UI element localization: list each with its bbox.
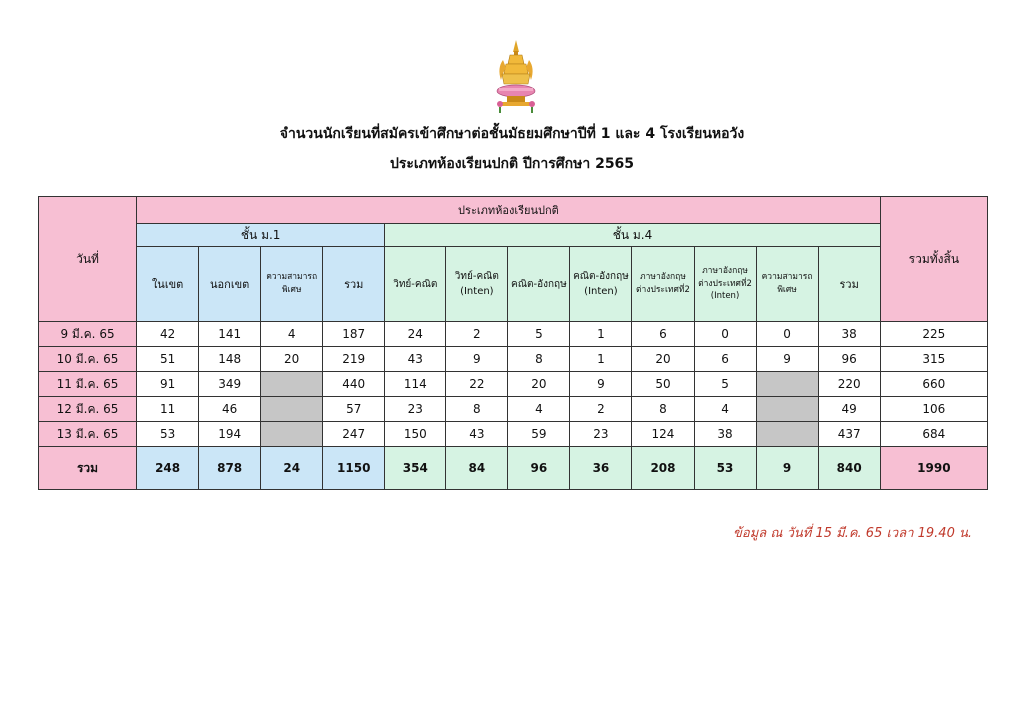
table-row xyxy=(39,347,988,372)
table-cell: 219 xyxy=(323,347,385,372)
m4-header: ชั้น ม.4 xyxy=(385,224,880,247)
table-cell: 38 xyxy=(694,422,756,447)
table-row xyxy=(39,422,988,447)
table-cell: 114 xyxy=(385,372,446,397)
table-row xyxy=(39,322,988,347)
table-cell: 124 xyxy=(632,422,694,447)
col-m4-sci-math-inten: วิทย์-คณิต (Inten) xyxy=(446,247,508,322)
total-cell: 878 xyxy=(199,447,261,490)
table-cell: 106 xyxy=(880,397,987,422)
empty-cell xyxy=(756,422,818,447)
table-cell: 9 xyxy=(446,347,508,372)
table-cell: 9 xyxy=(756,347,818,372)
table-cell: 23 xyxy=(385,397,446,422)
table-cell: 225 xyxy=(880,322,987,347)
table-cell: 12 มี.ค. 65 xyxy=(39,397,137,422)
page-title-line1: จำนวนนักเรียนที่สมัครเข้าศึกษาต่อชั้นมัธยมศึกษาปีที่ 1 และ 4 โรงเรียนหอวัง xyxy=(279,126,745,142)
table-cell: 2 xyxy=(446,322,508,347)
col-m4-eng-lang2-inten: ภาษาอังกฤษ ต่างประเทศที่2 (Inten) xyxy=(694,247,756,322)
date-header: วันที่ xyxy=(39,197,137,322)
table-cell: 315 xyxy=(880,347,987,372)
total-cell: 208 xyxy=(632,447,694,490)
totals-row xyxy=(39,447,988,490)
table-cell: 53 xyxy=(137,422,199,447)
empty-cell xyxy=(261,397,323,422)
table-cell: 8 xyxy=(446,397,508,422)
table-cell: 0 xyxy=(694,322,756,347)
col-m4-sci-math: วิทย์-คณิต xyxy=(385,247,446,322)
table-cell: 437 xyxy=(818,422,880,447)
table-cell: 4 xyxy=(694,397,756,422)
table-cell: 51 xyxy=(137,347,199,372)
total-cell: รวม xyxy=(39,447,137,490)
table-cell: 57 xyxy=(323,397,385,422)
table-cell: 22 xyxy=(446,372,508,397)
table-row xyxy=(39,372,988,397)
empty-cell xyxy=(261,422,323,447)
table-cell: 2 xyxy=(570,397,632,422)
table-cell: 1 xyxy=(570,347,632,372)
table-cell: 148 xyxy=(199,347,261,372)
table-cell: 4 xyxy=(508,397,570,422)
table-cell: 8 xyxy=(508,347,570,372)
table-body xyxy=(39,322,988,447)
table-cell: 1 xyxy=(570,322,632,347)
col-m4-special: ความสามารถ พิเศษ xyxy=(756,247,818,322)
col-m1-sum: รวม xyxy=(323,247,385,322)
table-cell: 150 xyxy=(385,422,446,447)
col-m4-sum: รวม xyxy=(818,247,880,322)
total-cell: 9 xyxy=(756,447,818,490)
table-cell: 11 มี.ค. 65 xyxy=(39,372,137,397)
table-cell: 91 xyxy=(137,372,199,397)
table-cell: 50 xyxy=(632,372,694,397)
table-cell: 141 xyxy=(199,322,261,347)
group-header: ประเภทห้องเรียนปกติ xyxy=(137,197,881,224)
table-cell: 23 xyxy=(570,422,632,447)
table-cell: 11 xyxy=(137,397,199,422)
table-cell: 5 xyxy=(508,322,570,347)
table-cell: 6 xyxy=(694,347,756,372)
table-cell: 49 xyxy=(818,397,880,422)
applicants-table xyxy=(38,196,988,490)
total-cell: 354 xyxy=(385,447,446,490)
table-cell: 0 xyxy=(756,322,818,347)
table-cell: 20 xyxy=(632,347,694,372)
data-timestamp-note: ข้อมูล ณ วันที่ 15 มี.ค. 65 เวลา 19.40 น. xyxy=(733,526,972,541)
table-cell: 660 xyxy=(880,372,987,397)
grand-total-header: รวมทั้งสิ้น xyxy=(880,197,987,322)
total-cell: 1150 xyxy=(323,447,385,490)
table-cell: 13 มี.ค. 65 xyxy=(39,422,137,447)
table-cell: 59 xyxy=(508,422,570,447)
table-cell: 42 xyxy=(137,322,199,347)
total-cell: 1990 xyxy=(880,447,987,490)
total-cell: 84 xyxy=(446,447,508,490)
empty-cell xyxy=(756,372,818,397)
table-cell: 96 xyxy=(818,347,880,372)
table-cell: 247 xyxy=(323,422,385,447)
table-cell: 5 xyxy=(694,372,756,397)
table-cell: 684 xyxy=(880,422,987,447)
col-m4-math-eng: คณิต-อังกฤษ xyxy=(508,247,570,322)
table-cell: 6 xyxy=(632,322,694,347)
total-cell: 96 xyxy=(508,447,570,490)
col-m4-math-eng-inten: คณิต-อังกฤษ (Inten) xyxy=(570,247,632,322)
table-cell: 46 xyxy=(199,397,261,422)
total-cell: 53 xyxy=(694,447,756,490)
table-cell: 20 xyxy=(508,372,570,397)
table-cell: 43 xyxy=(385,347,446,372)
school-emblem-icon xyxy=(493,38,539,114)
table-cell: 43 xyxy=(446,422,508,447)
table-cell: 194 xyxy=(199,422,261,447)
total-cell: 36 xyxy=(570,447,632,490)
table-cell: 20 xyxy=(261,347,323,372)
table-cell: 9 มี.ค. 65 xyxy=(39,322,137,347)
col-m1-in-zone: ในเขต xyxy=(137,247,199,322)
col-m4-eng-lang2: ภาษาอังกฤษ ต่างประเทศที่2 xyxy=(632,247,694,322)
total-cell: 24 xyxy=(261,447,323,490)
table-cell: 38 xyxy=(818,322,880,347)
table-cell: 440 xyxy=(323,372,385,397)
total-cell: 248 xyxy=(137,447,199,490)
total-cell: 840 xyxy=(818,447,880,490)
table-cell: 220 xyxy=(818,372,880,397)
table-cell: 24 xyxy=(385,322,446,347)
m1-header: ชั้น ม.1 xyxy=(137,224,385,247)
table-cell: 4 xyxy=(261,322,323,347)
table-cell: 187 xyxy=(323,322,385,347)
table-cell: 8 xyxy=(632,397,694,422)
page-title-line2: ประเภทห้องเรียนปกติ ปีการศึกษา 2565 xyxy=(389,156,635,172)
table-row xyxy=(39,397,988,422)
table-cell: 9 xyxy=(570,372,632,397)
table-cell: 10 มี.ค. 65 xyxy=(39,347,137,372)
col-m1-special: ความสามารถ พิเศษ xyxy=(261,247,323,322)
empty-cell xyxy=(261,372,323,397)
empty-cell xyxy=(756,397,818,422)
col-m1-out-zone: นอกเขต xyxy=(199,247,261,322)
table-cell: 349 xyxy=(199,372,261,397)
